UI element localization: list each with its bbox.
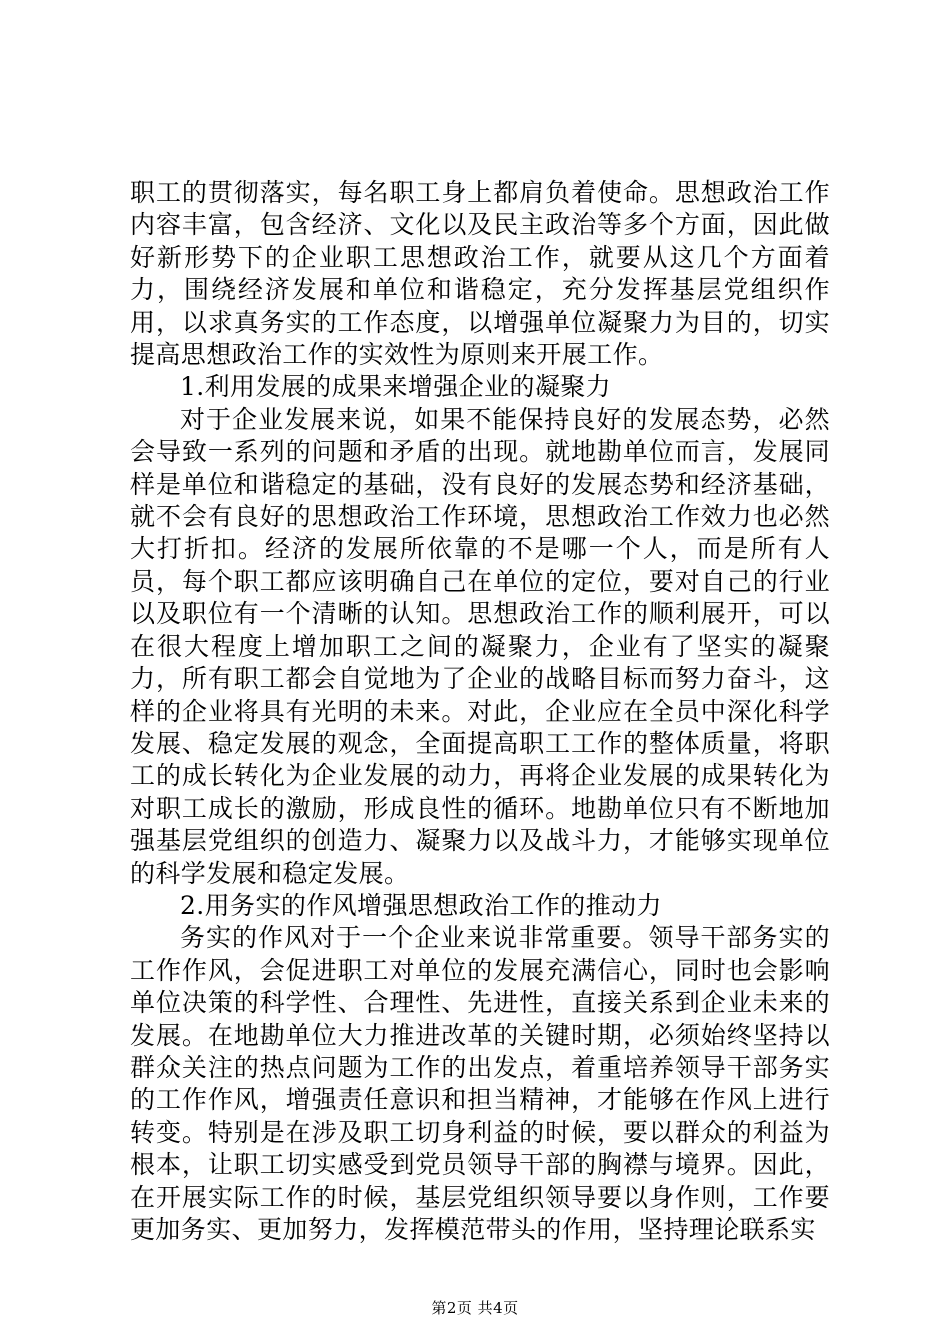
section-heading-2: 2.用务实的作风增强思想政治工作的推动力 xyxy=(180,890,662,920)
paragraph-continuation: 职工的贯彻落实，每名职工身上都肩负着使命。思想政治工作内容丰富，包含经济、文化以及民主政治等多个方面，因此做好新形势下的企业职工思想政治工作，就要从这几个方面着力，围绕经济发展和单位和谐稳定，充分发挥基层党组织作用，以求真务实的工作态度，以增强单位凝聚力为目的，切实提高思想政治工作的实效性为原则来开展工作。 xyxy=(130,178,830,370)
section-heading-1: 1.利用发展的成果来增强企业的凝聚力 xyxy=(180,372,612,402)
page-number-footer: 第2页 共4页 xyxy=(431,1299,519,1317)
paragraph-section-2: 务实的作风对于一个企业来说非常重要。领导干部务实的工作作风，会促进职工对单位的发展充满信心，同时也会影响单位决策的科学性、合理性、先进性，直接关系到企业未来的发展。在地勘单位大力推进改革的关键时期，必须始终坚持以群众关注的热点问题为工作的出发点，着重培养领导干部务实的工作作风，增强责任意识和担当精神，才能够在作风上进行转变。特别是在涉及职工切身利益的时候，要以群众的利益为根本，让职工切实感受到党员领导干部的胸襟与境界。因此，在开展实际工作的时候，基层党组织领导要以身作则，工作要更加务实、更加努力，发挥模范带头的作用，坚持理论联系实 xyxy=(130,923,830,1244)
paragraph-section-1: 对于企业发展来说，如果不能保持良好的发展态势，必然会导致一系列的问题和矛盾的出现。就地勘单位而言，发展同样是单位和谐稳定的基础，没有良好的发展态势和经济基础，就不会有良好的思想政治工作环境，思想政治工作效力也必然大打折扣。经济的发展所依靠的不是哪一个人，而是所有人员，每个职工都应该明确自己在单位的定位，要对自己的行业以及职位有一个清晰的认知。思想政治工作的顺利展开，可以在很大程度上增加职工之间的凝聚力，企业有了坚实的凝聚力，所有职工都会自觉地为了企业的战略目标而努力奋斗，这样的企业将具有光明的未来。对此，企业应在全员中深化科学发展、稳定发展的观念，全面提高职工工作的整体质量，将职工的成长转化为企业发展的动力，再将企业发展的成果转化为对职工成长的激励，形成良性的循环。地勘单位只有不断地加强基层党组织的创造力、凝聚力以及战斗力，才能够实现单位的科学发展和稳定发展。 xyxy=(130,404,830,888)
document-body xyxy=(130,177,830,1246)
